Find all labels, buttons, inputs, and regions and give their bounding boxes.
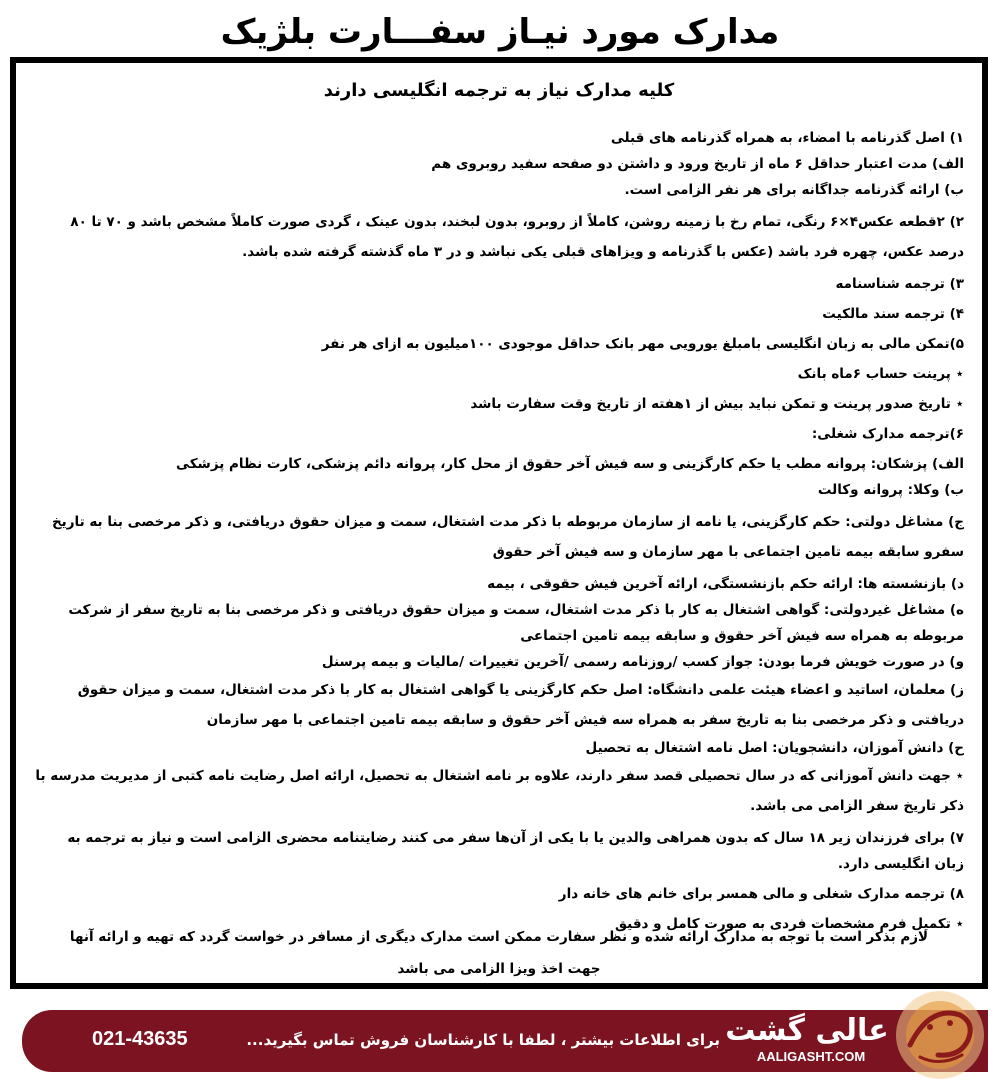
requirement-line: ⋆ تاریخ صدور پرینت و تمکن نباید بیش از ۱هفته از تاریخ وقت سفارت باشد <box>470 396 964 412</box>
requirement-line: ج) مشاغل دولتی: حکم کارگزینی، یا نامه از سازمان مربوطه با ذکر مدت اشتغال، سمت و میزان حقوق دریافتی، و ذکر مرخصی بنا به تاریخ سفرو سابقه بیمه تامین اجتماعی با مهر سازمان و سه فیش آخر حقوق <box>51 514 964 560</box>
requirement-line: ۵)تمکن مالی به زبان انگلیسی بامبلغ یورویی مهر بانک حداقل موجودی ۱۰۰میلیون به ازای هر نفر <box>321 336 964 352</box>
requirement-line: ⋆ جهت دانش آموزانی که در سال تحصیلی قصد سفر دارند، علاوه بر نامه اشتغال به تحصیل، ارائه اصل رضایت نامه کتبی از مدیریت مدرسه با ذکر تاریخ سفر الزامی می باشد. <box>35 768 964 814</box>
requirement-line: الف) مدت اعتبار حداقل ۶ ماه از تاریخ ورود و داشتن دو صفحه سفید روبروی هم <box>431 156 964 172</box>
documents-box <box>10 57 988 989</box>
requirement-line: ۲) ۲قطعه عکس۴×۶ رنگی، تمام رخ با زمینه روشن، کاملاً از روبرو، بدون لبخند، بدون عینک ، گردی صورت کاملاً مشخص باشد و ۷۰ تا ۸۰ درصد عکس، چهره فرد باشد (عکس با گذرنامه و ویزاهای قبلی یکی نباشد و در ۳ ماه گذشته گرفته شده باشد. <box>70 214 964 260</box>
contact-text: برای اطلاعات بیشتر ، لطفا با کارشناسان فروش تماس بگیرید... <box>246 1031 720 1049</box>
requirement-line: ⋆ پرینت حساب ۶ماه بانک <box>797 366 964 382</box>
requirement-line: ۳) ترجمه شناسنامه <box>835 276 964 292</box>
requirement-line: و) در صورت خویش فرما بودن: جواز کسب /روزنامه رسمی /آخرین تغییرات /مالیات و بیمه پرسنل <box>321 654 964 670</box>
footer-banner <box>22 1010 988 1072</box>
requirement-line: ⋆ تکمیل فرم مشخصات فردی به صورت کامل و دقیق <box>615 916 964 932</box>
requirement-line: ۴) ترجمه سند مالکیت <box>822 306 964 322</box>
requirement-line: ح) دانش آموزان، دانشجویان: اصل نامه اشتغال به تحصیل <box>585 740 964 756</box>
requirement-line: ز) معلمان، اساتید و اعضاء هیئت علمی دانشگاه: اصل حکم کارگزینی یا گواهی اشتغال به کار با ذکر مدت اشتغال، سمت و میزان حقوق دریافتی و ذکر مرخصی بنا به تاریخ سفر به همراه سه فیش آخر حقوق و سابقه بیمه تامین اجتماعی با مهر سازمان <box>77 682 964 728</box>
requirement-line: ۱) اصل گذرنامه با امضاء، به همراه گذرنامه های قبلی <box>610 130 964 146</box>
requirement-line: ه) مشاغل غیردولتی: گواهی اشتغال به کار با ذکر مدت اشتغال، سمت و میزان حقوق دریافتی و ذکر مرخصی بنا به تاریخ سفر از شرکت مربوطه به همراه سه فیش آخر حقوق و سابقه بیمه تامین اجتماعی <box>68 602 964 644</box>
box-title: کلیه مدارک نیاز به ترجمه انگلیسی دارند <box>323 80 675 101</box>
requirement-line: ب) وکلا: پروانه وکالت <box>817 482 964 498</box>
closing-note <box>46 921 952 985</box>
requirement-line: ۸) ترجمه مدارک شغلی و مالی همسر برای خانم های خانه دار <box>558 886 964 902</box>
closing-note-line: جهت اخذ ویزا الزامی می باشد <box>397 961 601 977</box>
requirement-line: ب) ارائه گذرنامه جداگانه برای هر نفر الزامی است. <box>624 182 964 198</box>
brand-url: AALIGASHT.COM <box>756 1049 866 1064</box>
requirement-line: ۶)ترجمه مدارک شغلی: <box>811 426 964 442</box>
brand-name: عالی گشت <box>725 1013 889 1048</box>
requirement-line: د) بازنشسته ها: ارائه حکم بازنشستگی، ارائه آخرین فیش حقوقی ، بیمه <box>487 576 964 592</box>
phone-number: 021-43635 <box>92 1028 188 1050</box>
brand-logo-icon <box>890 985 990 1085</box>
requirements-list <box>34 125 964 937</box>
page-title: مدارک مورد نیـاز سفـــارت بلژیک <box>220 12 780 52</box>
requirement-line: ۷) برای فرزندان زیر ۱۸ سال که بدون همراهی والدین یا با یکی از آن‌ها سفر می کنند رضایتنامه محضری الزامی است و نیاز به ترجمه به زبان انگلیسی دارد. <box>67 830 964 872</box>
requirement-line: الف) پزشکان: پروانه مطب یا حکم کارگزینی و سه فیش آخر حقوق از محل کار، پروانه دائم پزشکی، کارت نظام پزشکی <box>176 456 964 472</box>
closing-note-line: لازم بذکر است با توجه به مدارک ارائه شده و نظر سفارت ممکن است مدارک دیگری از مسافر در خواست گردد که تهیه و ارائه آنها <box>69 929 929 945</box>
